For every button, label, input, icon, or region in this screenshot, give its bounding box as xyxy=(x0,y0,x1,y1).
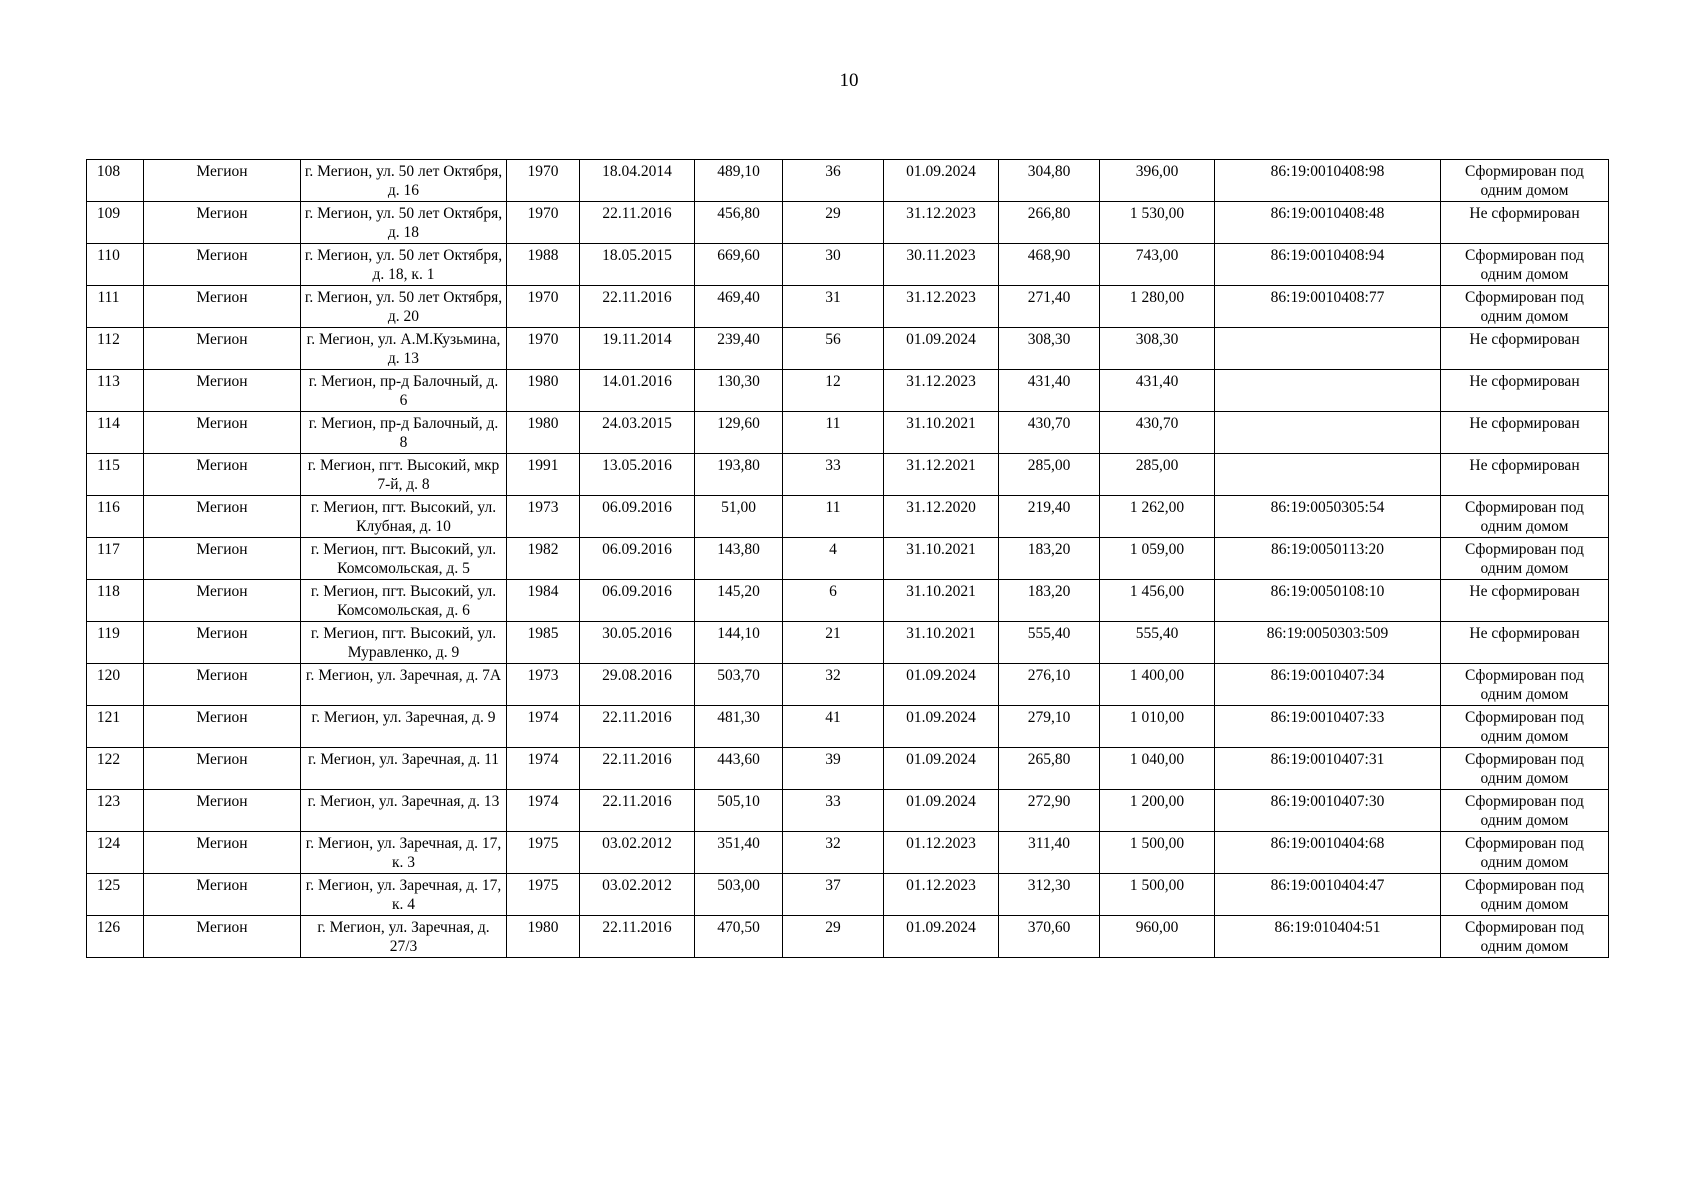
cell-year-built: 1974 xyxy=(507,790,580,832)
cell-year-built: 1980 xyxy=(507,370,580,412)
cell-land-status: Не сформирован xyxy=(1441,370,1609,412)
cell-municipality: Мегион xyxy=(144,454,301,496)
cell-count: 32 xyxy=(783,664,884,706)
cell-year-built: 1974 xyxy=(507,706,580,748)
cell-cadastral-number: 86:19:010404:51 xyxy=(1215,916,1441,958)
cell-cadastral-number: 86:19:0010404:47 xyxy=(1215,874,1441,916)
cell-year-built: 1970 xyxy=(507,202,580,244)
cell-municipality: Мегион xyxy=(144,202,301,244)
cell-area: 144,10 xyxy=(695,622,783,664)
cell-cadastral-number: 86:19:0010404:68 xyxy=(1215,832,1441,874)
cell-value-b: 1 500,00 xyxy=(1100,874,1215,916)
cell-address: г. Мегион, ул. Заречная, д. 27/3 xyxy=(301,916,507,958)
table-row xyxy=(87,706,1609,748)
cell-deadline-date: 31.10.2021 xyxy=(884,538,999,580)
cell-area: 443,60 xyxy=(695,748,783,790)
cell-address: г. Мегион, ул. Заречная, д. 7А xyxy=(301,664,507,706)
cell-address: г. Мегион, пгт. Высокий, мкр 7-й, д. 8 xyxy=(301,454,507,496)
cell-cadastral-number: 86:19:0050303:509 xyxy=(1215,622,1441,664)
cell-area: 193,80 xyxy=(695,454,783,496)
cell-value-b: 1 040,00 xyxy=(1100,748,1215,790)
table-row xyxy=(87,496,1609,538)
table-row xyxy=(87,328,1609,370)
cell-cadastral-number: 86:19:0010407:34 xyxy=(1215,664,1441,706)
cell-year-built: 1973 xyxy=(507,496,580,538)
cell-date: 03.02.2012 xyxy=(580,874,695,916)
cell-count: 39 xyxy=(783,748,884,790)
cell-date: 13.05.2016 xyxy=(580,454,695,496)
cell-value-a: 304,80 xyxy=(999,160,1100,202)
cell-address: г. Мегион, пгт. Высокий, ул. Муравленко, д. 9 xyxy=(301,622,507,664)
cell-count: 31 xyxy=(783,286,884,328)
cell-area: 351,40 xyxy=(695,832,783,874)
cell-row-number: 124 xyxy=(87,832,144,874)
cell-year-built: 1982 xyxy=(507,538,580,580)
cell-row-number: 123 xyxy=(87,790,144,832)
cell-area: 470,50 xyxy=(695,916,783,958)
cell-land-status: Сформирован под одним домом xyxy=(1441,874,1609,916)
cell-year-built: 1970 xyxy=(507,286,580,328)
cell-municipality: Мегион xyxy=(144,496,301,538)
cell-address: г. Мегион, ул. Заречная, д. 11 xyxy=(301,748,507,790)
cell-value-a: 279,10 xyxy=(999,706,1100,748)
cell-municipality: Мегион xyxy=(144,412,301,454)
cell-count: 21 xyxy=(783,622,884,664)
cell-municipality: Мегион xyxy=(144,916,301,958)
cell-value-a: 468,90 xyxy=(999,244,1100,286)
cell-count: 6 xyxy=(783,580,884,622)
cell-land-status: Не сформирован xyxy=(1441,580,1609,622)
cell-row-number: 114 xyxy=(87,412,144,454)
cell-value-b: 1 530,00 xyxy=(1100,202,1215,244)
cell-area: 503,70 xyxy=(695,664,783,706)
cell-cadastral-number xyxy=(1215,328,1441,370)
cell-address: г. Мегион, ул. Заречная, д. 13 xyxy=(301,790,507,832)
cell-row-number: 113 xyxy=(87,370,144,412)
cell-row-number: 112 xyxy=(87,328,144,370)
cell-year-built: 1991 xyxy=(507,454,580,496)
cell-row-number: 115 xyxy=(87,454,144,496)
cell-date: 06.09.2016 xyxy=(580,580,695,622)
cell-value-a: 555,40 xyxy=(999,622,1100,664)
cell-value-b: 960,00 xyxy=(1100,916,1215,958)
cell-row-number: 111 xyxy=(87,286,144,328)
cell-area: 51,00 xyxy=(695,496,783,538)
cell-land-status: Сформирован под одним домом xyxy=(1441,160,1609,202)
cell-address: г. Мегион, ул. 50 лет Октября, д. 16 xyxy=(301,160,507,202)
table-row xyxy=(87,286,1609,328)
cell-municipality: Мегион xyxy=(144,538,301,580)
cell-deadline-date: 01.09.2024 xyxy=(884,160,999,202)
cell-count: 30 xyxy=(783,244,884,286)
cell-row-number: 118 xyxy=(87,580,144,622)
cell-count: 11 xyxy=(783,412,884,454)
cell-land-status: Сформирован под одним домом xyxy=(1441,916,1609,958)
cell-deadline-date: 01.12.2023 xyxy=(884,832,999,874)
table-row xyxy=(87,622,1609,664)
cell-value-a: 431,40 xyxy=(999,370,1100,412)
cell-count: 4 xyxy=(783,538,884,580)
cell-value-b: 1 500,00 xyxy=(1100,832,1215,874)
cell-area: 505,10 xyxy=(695,790,783,832)
cell-cadastral-number: 86:19:0010408:98 xyxy=(1215,160,1441,202)
cell-municipality: Мегион xyxy=(144,832,301,874)
cell-count: 32 xyxy=(783,832,884,874)
cell-municipality: Мегион xyxy=(144,874,301,916)
cell-date: 14.01.2016 xyxy=(580,370,695,412)
cell-value-b: 431,40 xyxy=(1100,370,1215,412)
cell-address: г. Мегион, пгт. Высокий, ул. Комсомольская, д. 6 xyxy=(301,580,507,622)
cell-value-b: 1 400,00 xyxy=(1100,664,1215,706)
cell-date: 22.11.2016 xyxy=(580,202,695,244)
cell-area: 145,20 xyxy=(695,580,783,622)
cell-value-b: 1 059,00 xyxy=(1100,538,1215,580)
cell-land-status: Не сформирован xyxy=(1441,454,1609,496)
cell-deadline-date: 31.10.2021 xyxy=(884,580,999,622)
table-row xyxy=(87,832,1609,874)
cell-deadline-date: 31.12.2023 xyxy=(884,202,999,244)
cell-row-number: 120 xyxy=(87,664,144,706)
cell-deadline-date: 01.09.2024 xyxy=(884,748,999,790)
cell-value-b: 396,00 xyxy=(1100,160,1215,202)
cell-deadline-date: 31.10.2021 xyxy=(884,622,999,664)
cell-area: 130,30 xyxy=(695,370,783,412)
cell-date: 19.11.2014 xyxy=(580,328,695,370)
cell-land-status: Сформирован под одним домом xyxy=(1441,706,1609,748)
cell-deadline-date: 31.12.2020 xyxy=(884,496,999,538)
cell-municipality: Мегион xyxy=(144,328,301,370)
cell-area: 481,30 xyxy=(695,706,783,748)
cell-date: 30.05.2016 xyxy=(580,622,695,664)
cell-count: 56 xyxy=(783,328,884,370)
cell-year-built: 1970 xyxy=(507,328,580,370)
cell-deadline-date: 31.10.2021 xyxy=(884,412,999,454)
table-row xyxy=(87,664,1609,706)
cell-municipality: Мегион xyxy=(144,664,301,706)
cell-value-b: 308,30 xyxy=(1100,328,1215,370)
cell-deadline-date: 31.12.2021 xyxy=(884,454,999,496)
cell-value-a: 271,40 xyxy=(999,286,1100,328)
cell-date: 22.11.2016 xyxy=(580,790,695,832)
cell-address: г. Мегион, ул. 50 лет Октября, д. 18 xyxy=(301,202,507,244)
table-row xyxy=(87,874,1609,916)
cell-value-a: 312,30 xyxy=(999,874,1100,916)
cell-address: г. Мегион, пгт. Высокий, ул. Клубная, д. 10 xyxy=(301,496,507,538)
cell-land-status: Не сформирован xyxy=(1441,328,1609,370)
cell-deadline-date: 01.09.2024 xyxy=(884,790,999,832)
cell-row-number: 110 xyxy=(87,244,144,286)
cell-row-number: 116 xyxy=(87,496,144,538)
table-row xyxy=(87,454,1609,496)
cell-value-b: 1 262,00 xyxy=(1100,496,1215,538)
table-row xyxy=(87,160,1609,202)
cell-address: г. Мегион, ул. Заречная, д. 17, к. 3 xyxy=(301,832,507,874)
cell-value-b: 430,70 xyxy=(1100,412,1215,454)
cell-value-a: 370,60 xyxy=(999,916,1100,958)
cell-area: 489,10 xyxy=(695,160,783,202)
cell-deadline-date: 01.12.2023 xyxy=(884,874,999,916)
cell-area: 669,60 xyxy=(695,244,783,286)
cell-date: 06.09.2016 xyxy=(580,496,695,538)
cell-date: 22.11.2016 xyxy=(580,706,695,748)
cell-value-b: 555,40 xyxy=(1100,622,1215,664)
cell-municipality: Мегион xyxy=(144,706,301,748)
cell-row-number: 125 xyxy=(87,874,144,916)
table-row xyxy=(87,202,1609,244)
cell-area: 143,80 xyxy=(695,538,783,580)
cell-area: 503,00 xyxy=(695,874,783,916)
cell-address: г. Мегион, ул. Заречная, д. 17, к. 4 xyxy=(301,874,507,916)
cell-municipality: Мегион xyxy=(144,160,301,202)
cell-cadastral-number xyxy=(1215,370,1441,412)
cell-year-built: 1973 xyxy=(507,664,580,706)
cell-cadastral-number: 86:19:0050305:54 xyxy=(1215,496,1441,538)
cell-area: 456,80 xyxy=(695,202,783,244)
cell-land-status: Сформирован под одним домом xyxy=(1441,748,1609,790)
cell-municipality: Мегион xyxy=(144,580,301,622)
cell-address: г. Мегион, пр-д Балочный, д. 8 xyxy=(301,412,507,454)
cell-address: г. Мегион, пр-д Балочный, д. 6 xyxy=(301,370,507,412)
cell-deadline-date: 01.09.2024 xyxy=(884,916,999,958)
cell-address: г. Мегион, ул. Заречная, д. 9 xyxy=(301,706,507,748)
table-row xyxy=(87,244,1609,286)
table-row xyxy=(87,748,1609,790)
cell-land-status: Сформирован под одним домом xyxy=(1441,496,1609,538)
cell-cadastral-number xyxy=(1215,412,1441,454)
cell-municipality: Мегион xyxy=(144,244,301,286)
cell-value-a: 272,90 xyxy=(999,790,1100,832)
cell-area: 129,60 xyxy=(695,412,783,454)
cell-date: 18.04.2014 xyxy=(580,160,695,202)
cell-value-b: 743,00 xyxy=(1100,244,1215,286)
cell-municipality: Мегион xyxy=(144,748,301,790)
cell-cadastral-number: 86:19:0050108:10 xyxy=(1215,580,1441,622)
cell-land-status: Не сформирован xyxy=(1441,202,1609,244)
cell-address: г. Мегион, ул. А.М.Кузьмина, д. 13 xyxy=(301,328,507,370)
cell-count: 12 xyxy=(783,370,884,412)
cell-land-status: Не сформирован xyxy=(1441,412,1609,454)
cell-cadastral-number: 86:19:0010408:77 xyxy=(1215,286,1441,328)
cell-row-number: 121 xyxy=(87,706,144,748)
cell-cadastral-number: 86:19:0010407:31 xyxy=(1215,748,1441,790)
cell-count: 33 xyxy=(783,790,884,832)
cell-date: 22.11.2016 xyxy=(580,286,695,328)
housing-registry-table xyxy=(86,159,1609,958)
cell-date: 29.08.2016 xyxy=(580,664,695,706)
cell-value-a: 219,40 xyxy=(999,496,1100,538)
table-row xyxy=(87,580,1609,622)
cell-row-number: 109 xyxy=(87,202,144,244)
cell-value-a: 276,10 xyxy=(999,664,1100,706)
cell-year-built: 1974 xyxy=(507,748,580,790)
cell-cadastral-number: 86:19:0010407:33 xyxy=(1215,706,1441,748)
cell-year-built: 1970 xyxy=(507,160,580,202)
cell-value-a: 266,80 xyxy=(999,202,1100,244)
cell-cadastral-number: 86:19:0050113:20 xyxy=(1215,538,1441,580)
cell-count: 11 xyxy=(783,496,884,538)
cell-area: 239,40 xyxy=(695,328,783,370)
cell-value-a: 308,30 xyxy=(999,328,1100,370)
cell-land-status: Сформирован под одним домом xyxy=(1441,286,1609,328)
cell-year-built: 1980 xyxy=(507,412,580,454)
cell-cadastral-number xyxy=(1215,454,1441,496)
cell-cadastral-number: 86:19:0010408:48 xyxy=(1215,202,1441,244)
cell-deadline-date: 01.09.2024 xyxy=(884,664,999,706)
cell-municipality: Мегион xyxy=(144,286,301,328)
cell-address: г. Мегион, ул. 50 лет Октября, д. 18, к. 1 xyxy=(301,244,507,286)
cell-row-number: 117 xyxy=(87,538,144,580)
cell-cadastral-number: 86:19:0010407:30 xyxy=(1215,790,1441,832)
cell-address: г. Мегион, пгт. Высокий, ул. Комсомольская, д. 5 xyxy=(301,538,507,580)
cell-value-b: 1 200,00 xyxy=(1100,790,1215,832)
cell-address: г. Мегион, ул. 50 лет Октября, д. 20 xyxy=(301,286,507,328)
cell-land-status: Сформирован под одним домом xyxy=(1441,664,1609,706)
cell-value-b: 1 280,00 xyxy=(1100,286,1215,328)
page-number: 10 xyxy=(839,70,859,91)
cell-land-status: Сформирован под одним домом xyxy=(1441,790,1609,832)
table-body xyxy=(87,160,1609,958)
cell-count: 29 xyxy=(783,202,884,244)
cell-municipality: Мегион xyxy=(144,622,301,664)
table-row xyxy=(87,790,1609,832)
cell-land-status: Сформирован под одним домом xyxy=(1441,244,1609,286)
cell-date: 18.05.2015 xyxy=(580,244,695,286)
cell-area: 469,40 xyxy=(695,286,783,328)
cell-count: 36 xyxy=(783,160,884,202)
cell-value-b: 285,00 xyxy=(1100,454,1215,496)
cell-value-a: 183,20 xyxy=(999,580,1100,622)
cell-value-a: 430,70 xyxy=(999,412,1100,454)
cell-value-b: 1 010,00 xyxy=(1100,706,1215,748)
table-row xyxy=(87,412,1609,454)
cell-count: 41 xyxy=(783,706,884,748)
cell-value-a: 183,20 xyxy=(999,538,1100,580)
cell-row-number: 108 xyxy=(87,160,144,202)
cell-land-status: Не сформирован xyxy=(1441,622,1609,664)
cell-date: 03.02.2012 xyxy=(580,832,695,874)
cell-year-built: 1980 xyxy=(507,916,580,958)
cell-value-a: 265,80 xyxy=(999,748,1100,790)
cell-year-built: 1975 xyxy=(507,874,580,916)
cell-deadline-date: 31.12.2023 xyxy=(884,370,999,412)
cell-row-number: 119 xyxy=(87,622,144,664)
cell-year-built: 1975 xyxy=(507,832,580,874)
cell-deadline-date: 31.12.2023 xyxy=(884,286,999,328)
cell-value-a: 311,40 xyxy=(999,832,1100,874)
table-row xyxy=(87,538,1609,580)
cell-year-built: 1985 xyxy=(507,622,580,664)
cell-year-built: 1988 xyxy=(507,244,580,286)
cell-date: 24.03.2015 xyxy=(580,412,695,454)
cell-municipality: Мегион xyxy=(144,370,301,412)
cell-count: 33 xyxy=(783,454,884,496)
cell-cadastral-number: 86:19:0010408:94 xyxy=(1215,244,1441,286)
cell-year-built: 1984 xyxy=(507,580,580,622)
cell-deadline-date: 01.09.2024 xyxy=(884,706,999,748)
cell-deadline-date: 01.09.2024 xyxy=(884,328,999,370)
cell-date: 06.09.2016 xyxy=(580,538,695,580)
cell-value-b: 1 456,00 xyxy=(1100,580,1215,622)
cell-land-status: Сформирован под одним домом xyxy=(1441,538,1609,580)
cell-value-a: 285,00 xyxy=(999,454,1100,496)
cell-row-number: 126 xyxy=(87,916,144,958)
cell-date: 22.11.2016 xyxy=(580,916,695,958)
table-row xyxy=(87,916,1609,958)
cell-count: 37 xyxy=(783,874,884,916)
table-row xyxy=(87,370,1609,412)
cell-land-status: Сформирован под одним домом xyxy=(1441,832,1609,874)
cell-row-number: 122 xyxy=(87,748,144,790)
cell-count: 29 xyxy=(783,916,884,958)
cell-municipality: Мегион xyxy=(144,790,301,832)
cell-date: 22.11.2016 xyxy=(580,748,695,790)
cell-deadline-date: 30.11.2023 xyxy=(884,244,999,286)
